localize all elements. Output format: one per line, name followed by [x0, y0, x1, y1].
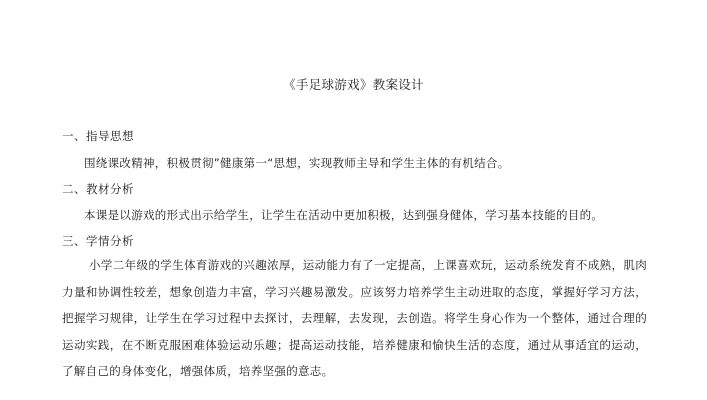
section-heading-guiding-thought: 一、指导思想 — [62, 129, 134, 143]
section-body-student-analysis: 小学二年级的学生体育游戏的兴趣浓厚，运动能力有了一定提高，上课喜欢玩，运动系统发育不成熟，肌肉力量和协调性较差，想象创造力丰富，学习兴趣易激发。应该努力培养学生主动进取的态度，掌握好学习方法，把握学习规律，让学生在学习过程中去探讨，去理解，去发现，去创造。将学生身心作为一个整体，通过合理的运动实践，在不断克服困难体验运动乐趣；提高运动技能，培养健康和愉快生活的态度，通过从事适宜的运动，了解自己的身体变化，增强体质，培养坚强的意志。 — [62, 258, 647, 379]
section-body-guiding-thought: 围绕课改精神，积极贯彻”健康第一“思想，实现教师主导和学生主体的有机结合。 — [84, 156, 510, 170]
section-body-material-analysis: 本课是以游戏的形式出示给学生，让学生在活动中更加积极，达到强身健体，学习基本技能的目的。 — [84, 208, 604, 222]
document-title: 《手足球游戏》教案设计 — [283, 77, 424, 92]
section-heading-material-analysis: 二、教材分析 — [62, 182, 134, 196]
section-heading-student-analysis: 三、学情分析 — [62, 234, 134, 248]
